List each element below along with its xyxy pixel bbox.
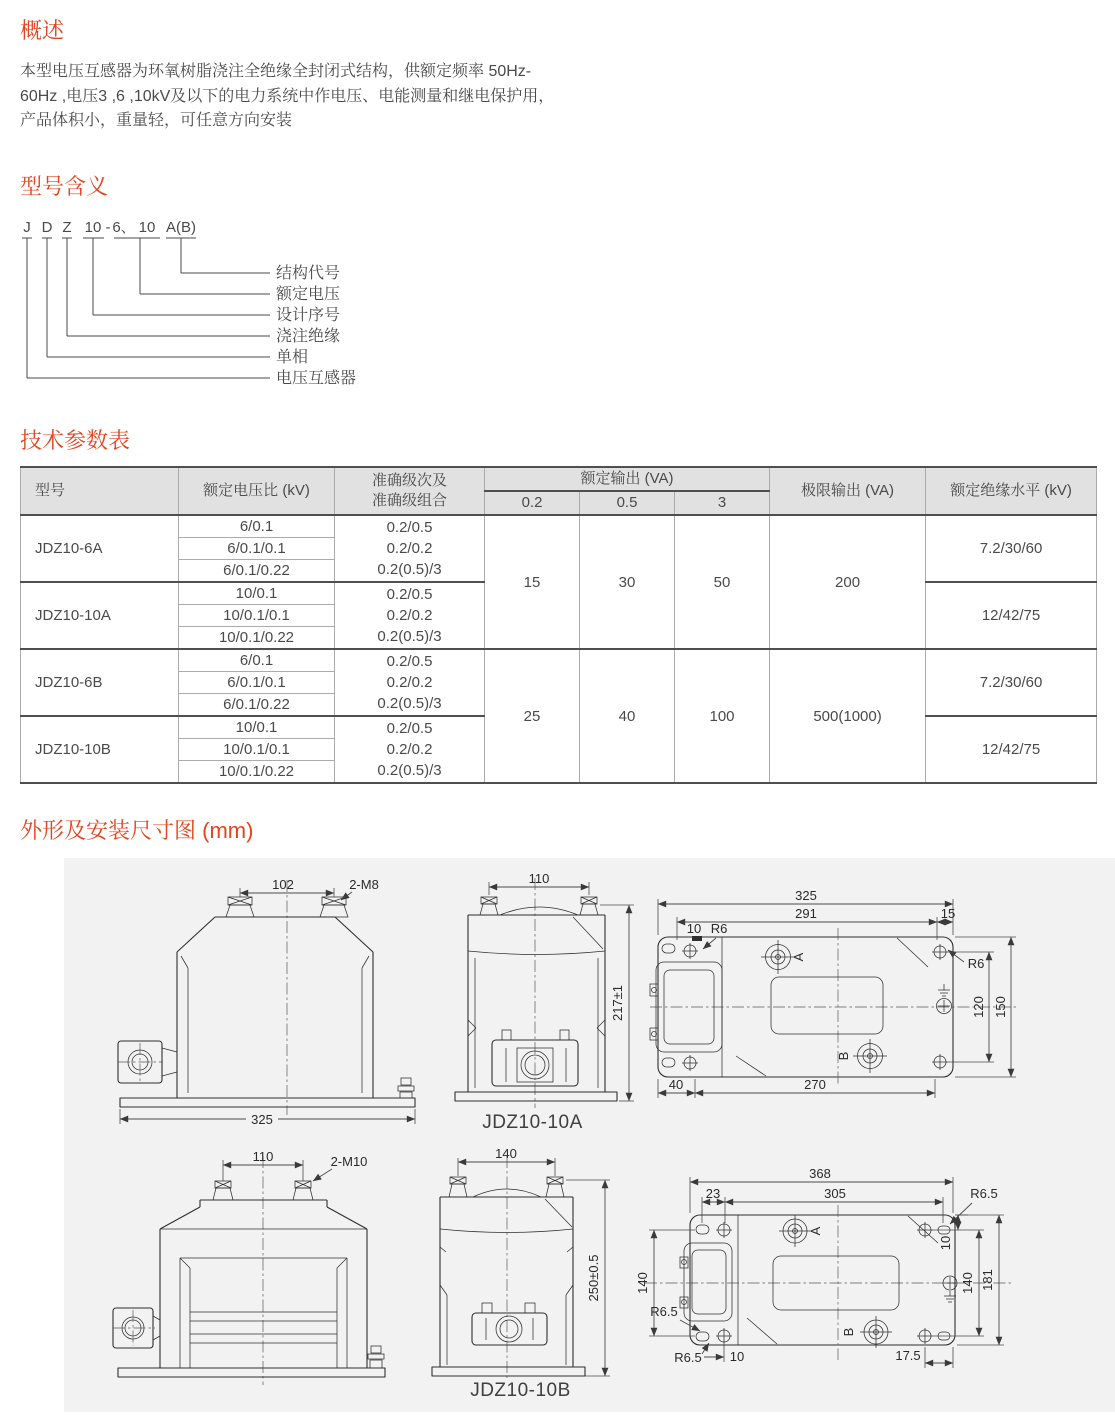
model-meaning-heading: 型号含义: [20, 174, 109, 199]
dim-b-top-inner: 305: [824, 1186, 846, 1201]
a-top-dims: [658, 888, 1016, 1098]
accuracy-line: 0.2(0.5)/3: [377, 561, 442, 578]
dim-a-top-edge: 15: [940, 906, 956, 921]
model-code-lines: [22, 238, 270, 378]
dim-a-front-span: 102: [272, 877, 294, 892]
ratio-cell: 10/0.1/0.1: [179, 605, 335, 627]
accuracy-line: 0.2/0.5: [386, 586, 433, 603]
b-side-shapes: [432, 1156, 585, 1378]
dim-a-top-inner: 291: [795, 906, 817, 921]
figure-b-top: [635, 1160, 1015, 1395]
dim-b-side-height: 250±0.5: [586, 1254, 601, 1302]
figure-a-side: [440, 871, 665, 1145]
terminal-b-label: B: [841, 1327, 856, 1337]
col-header-ratio: 额定电压比 (kV): [179, 467, 335, 515]
dimensions-heading: 外形及安装尺寸图 (mm): [20, 818, 254, 843]
ratio-cell: 10/0.1: [179, 582, 335, 605]
a-top-shapes: [650, 928, 1016, 1085]
code-label: 单相: [276, 349, 309, 366]
ratio-cell: 10/0.1/0.22: [179, 627, 335, 650]
dim-b-top-holes: 140: [960, 1272, 975, 1294]
model-cell: JDZ10-10B: [21, 716, 179, 783]
code-label: 浇注绝缘: [276, 328, 341, 345]
figure-a-top: [650, 885, 1020, 1110]
terminal-a-label: A: [791, 952, 806, 962]
a-front-dims: [120, 877, 415, 1127]
overview-heading: 概述: [20, 18, 65, 43]
accuracy-line: 0.2(0.5)/3: [377, 762, 442, 779]
dim-b-top-height: 181: [980, 1269, 995, 1291]
limit-cell: 200: [770, 515, 926, 649]
accuracy-line: 0.2/0.5: [386, 519, 433, 536]
code-label: 设计序号: [276, 307, 341, 324]
output-05-cell: 40: [580, 649, 675, 783]
overview-line-1: 本型电压互感器为环氧树脂浇注全绝缘全封闭式结构，供额定频率 50Hz-: [20, 63, 532, 80]
code-part: J: [23, 219, 31, 236]
accuracy-line: 0.2/0.2: [386, 540, 433, 557]
code-part: -: [105, 219, 111, 236]
dim-b-front-span: 110: [252, 1149, 274, 1164]
dim-b-top-r-b: R6.5: [674, 1350, 702, 1365]
code-part: Z: [62, 219, 72, 236]
parameters-table-wrap: [20, 466, 1097, 784]
ratio-cell: 10/0.1: [179, 716, 335, 739]
code-part: D: [41, 219, 53, 236]
dim-b-top-offset23: 23: [705, 1186, 721, 1201]
code-label: 额定电压: [276, 286, 341, 303]
accuracy-line: 0.2/0.2: [386, 607, 433, 624]
dim-a-top-offset: 10: [686, 921, 702, 936]
ratio-cell: 6/0.1: [179, 649, 335, 672]
model-cell: JDZ10-6A: [21, 515, 179, 582]
col-subheader-05: 0.5: [580, 491, 675, 515]
insulation-cell: 7.2/30/60: [926, 515, 1097, 582]
b-front-dims: [223, 1149, 367, 1181]
ratio-cell: 6/0.1/0.1: [179, 538, 335, 560]
code-part: 10: [84, 219, 102, 236]
col-header-accuracy: [335, 467, 485, 515]
b-front-shapes: [113, 1156, 385, 1385]
code-part: A(B): [166, 219, 196, 236]
accuracy-line: 0.2(0.5)/3: [377, 628, 442, 645]
accuracy-cell: [335, 582, 485, 649]
dim-a-top-offset-mark: [692, 936, 702, 941]
ratio-cell: 6/0.1/0.1: [179, 672, 335, 694]
dim-b-top-r-tr: R6.5: [970, 1186, 998, 1201]
output-02-cell: 15: [485, 515, 580, 649]
ratio-cell: 10/0.1/0.22: [179, 761, 335, 784]
parameters-table: [20, 466, 1097, 784]
figure-b-label: JDZ10-10B: [470, 1380, 571, 1401]
model-code-labels: [276, 264, 356, 387]
model-cell: JDZ10-10A: [21, 582, 179, 649]
ratio-cell: 10/0.1/0.1: [179, 739, 335, 761]
col-header-output: 额定输出 (VA): [485, 467, 770, 491]
figure-b-side: [440, 1146, 665, 1395]
dim-a-front-thread: 2-M8: [349, 877, 379, 892]
b-top-shapes: [645, 1205, 1012, 1360]
code-label: 电压互感器: [276, 370, 357, 387]
col-header-limit: 极限输出 (VA): [770, 467, 926, 515]
figure-a-label: JDZ10-10A: [482, 1112, 583, 1133]
output-3-cell: 50: [675, 515, 770, 649]
parameters-heading: 技术参数表: [20, 428, 131, 453]
dim-a-top-bottom: 270: [804, 1077, 826, 1092]
accuracy-line: 0.2/0.5: [386, 720, 433, 737]
accuracy-line: 0.2/0.2: [386, 741, 433, 758]
insulation-cell: 12/42/75: [926, 582, 1097, 649]
limit-cell: 500(1000): [770, 649, 926, 783]
output-02-cell: 25: [485, 649, 580, 783]
a-front-shapes: [118, 880, 415, 1115]
overview-paragraph: [20, 60, 600, 134]
dim-b-front-thread: 2-M10: [330, 1154, 368, 1169]
dim-b-top-r-l: R6.5: [650, 1304, 678, 1319]
dim-a-top-r-tr: R6: [967, 956, 985, 971]
output-05-cell: 30: [580, 515, 675, 649]
overview-line-3: 产品体积小，重量轻，可任意方向安装: [20, 112, 293, 129]
model-code-diagram: [20, 205, 450, 390]
accuracy-line: 0.2/0.5: [386, 653, 433, 670]
col-subheader-3: 3: [675, 491, 770, 515]
col-subheader-02: 0.2: [485, 491, 580, 515]
ratio-cell: 6/0.1/0.22: [179, 694, 335, 717]
model-code-text: [23, 219, 196, 236]
code-part: 6、: [112, 219, 136, 236]
figure-b-front: [100, 1150, 450, 1395]
dim-b-top-b10: 10: [729, 1349, 745, 1364]
dim-b-side-span: 140: [495, 1146, 517, 1161]
dim-a-top-left: 40: [668, 1077, 684, 1092]
dim-a-side-span: 110: [528, 871, 550, 886]
code-label: 结构代号: [276, 265, 341, 282]
accuracy-line: 0.2(0.5)/3: [377, 695, 442, 712]
col-header-model: 型号: [21, 467, 179, 515]
accuracy-cell: [335, 515, 485, 582]
accuracy-cell: [335, 649, 485, 716]
dim-a-front-base: 325: [251, 1112, 273, 1127]
b-side-dims: [458, 1146, 610, 1376]
col-header-accuracy-line1: 准确级次及: [371, 472, 447, 489]
ratio-cell: 6/0.1: [179, 515, 335, 538]
insulation-cell: 12/42/75: [926, 716, 1097, 783]
accuracy-cell: [335, 716, 485, 783]
dim-a-top-overall: 325: [795, 888, 817, 903]
ratio-cell: 6/0.1/0.22: [179, 560, 335, 583]
dim-b-top-r10: 10: [938, 1235, 953, 1251]
dim-a-top-height: 150: [993, 996, 1008, 1018]
dim-b-top-overall: 368: [809, 1166, 831, 1181]
col-header-insulation: 额定绝缘水平 (kV): [926, 467, 1097, 515]
a-side-dims: [489, 871, 634, 1101]
terminal-a-label: A: [808, 1226, 823, 1236]
insulation-cell: 7.2/30/60: [926, 649, 1097, 716]
col-header-accuracy-line2: 准确级组合: [371, 492, 447, 509]
output-3-cell: 100: [675, 649, 770, 783]
code-part: 10: [138, 219, 156, 236]
terminal-b-label: B: [836, 1051, 851, 1061]
a-side-shapes: [455, 878, 617, 1108]
dim-b-top-br: 17.5: [895, 1348, 921, 1363]
dim-a-top-holes: 120: [971, 996, 986, 1018]
accuracy-line: 0.2/0.2: [386, 674, 433, 691]
figure-a-front: [100, 875, 450, 1130]
dim-a-side-height: 217±1: [610, 984, 625, 1022]
dim-a-top-r-tl: R6: [710, 921, 728, 936]
overview-line-2: 60Hz ,电压3 ,6 ,10kV及以下的电力系统中作电压、电能测量和继电保护用，: [20, 87, 555, 105]
dim-b-top-left: 140: [635, 1272, 650, 1294]
model-cell: JDZ10-6B: [21, 649, 179, 716]
